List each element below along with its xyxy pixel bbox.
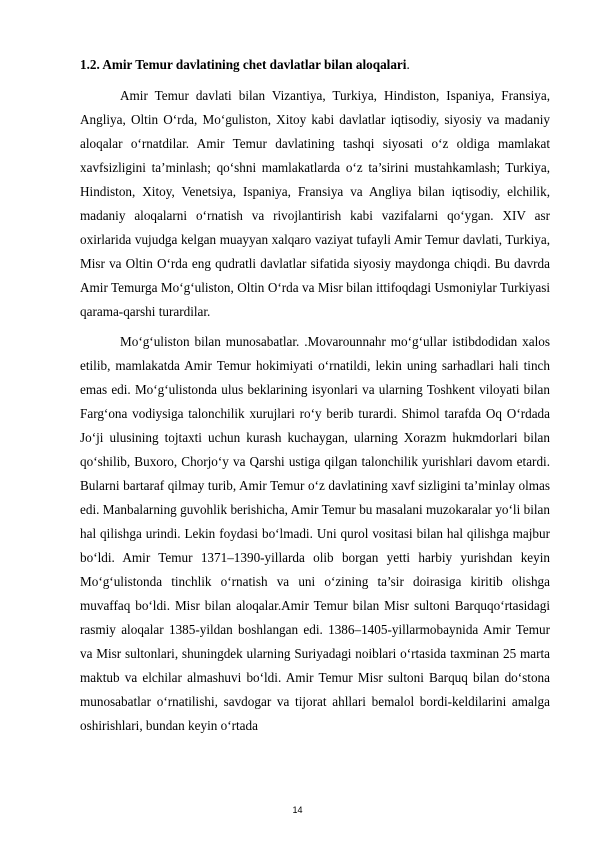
section-heading (80, 56, 480, 73)
section-heading-period: . (406, 57, 410, 72)
section-heading-text: 1.2. Amir Temur davlatining chet davlatlar bilan aloqalari (80, 57, 407, 72)
paragraph-foreign-relations: Amir Temur davlati bilan Vizantiya, Turkiya, Hindiston, Ispaniya, Fransiya, Angliya, Oltin O‘rda, Mo‘guliston, Xitoy kabi davlatlar iqtisodiy, siyosiy va madaniy aloqalar o‘rnatdilar. Amir Temur davlatining tashqi siyosati o‘z oldiga mamlakat xavfsizligini ta’minlash; qo‘shni mamlakatlarda o‘z ta’sirini mustahkamlash; Turkiya, Hindiston, Xitoy, Venetsiya, Ispaniya, Fransiya va Angliya bilan iqtisodiy, elchilik, madaniy aloqalarni o‘rnatish va rivojlantirish kabi vazifalarni qo‘ygan. XIV asr oxirlarida vujudga kelgan muayyan xalqaro vaziyat tufayli Amir Temur davlati, Turkiya, Misr va Oltin O‘rda eng qudratli davlatlar sifatida siyosiy maydonga chiqdi. Bu davrda Amir Temurga Mo‘g‘uliston, Oltin O‘rda va Misr bilan ittifoqdagi Usmoniylar Turkiyasi qarama-qarshi turardilar. (80, 88, 550, 319)
paragraph-moghulistan-egypt: Mo‘g‘uliston bilan munosabatlar. .Movarounnahr mo‘g‘ullar istibdodidan xalos etilib, mamlakatda Amir Temur hokimiyati o‘rnatildi, lekin uning sarhadlari hali tinch emas edi. Mo‘g‘ulistonda ulus beklarining isyonlari va ularning Toshkent viloyati bilan Farg‘ona vodiysiga talonchilik xurujlari ro‘y berib turardi. Shimol tarafda Oq O‘rdada Jo‘ji ulusining tojtaxti uchun kurash kuchaygan, ularning Xorazm hukmdorlari bilan qo‘shilib, Buxoro, Chorjo‘y va Qarshi ustiga qilgan talonchilik yurishlari davom etardi. Bularni bartaraf qilmay turib, Amir Temur o‘z davlatining xavf sizligini ta’minlay olmas edi. Manbalarning guvohlik berishicha, Amir Temur bu masalani muzokaralar yo‘li bilan hal qilishga urindi. Lekin foydasi bo‘lmadi. Uni qurol vositasi bilan hal qilishga majbur bo‘ldi. Amir Temur 1371–1390-yillarda olib borgan yetti harbiy yurishdan keyin Mo‘g‘ulistonda tinchlik o‘rnatish va uni o‘zining ta’sir doirasiga kiritib olishga muvaffaq bo‘ldi. Misr bilan aloqalar.Amir Temur bilan Misr sultoni Barquqo‘rtasidagi rasmiy aloqalar 1385-yildan boshlangan edi. 1386–1405-yillarmobaynida Amir Temur va Misr sultonlari, shuningdek ularning Suriyadagi noiblari o‘rtasida taxminan 25 marta maktub va elchilar almashuvi bo‘ldi. Amir Temur Misr sultoni Barquq bilan do‘stona munosabatlar o‘rnatilishi, savdogar va tijorat ahllari bemalol bordi-keldilarini amalga oshirishlari, bundan keyin o‘rtada (80, 334, 550, 733)
page-number: 14 (292, 805, 303, 815)
body-text (80, 84, 550, 744)
